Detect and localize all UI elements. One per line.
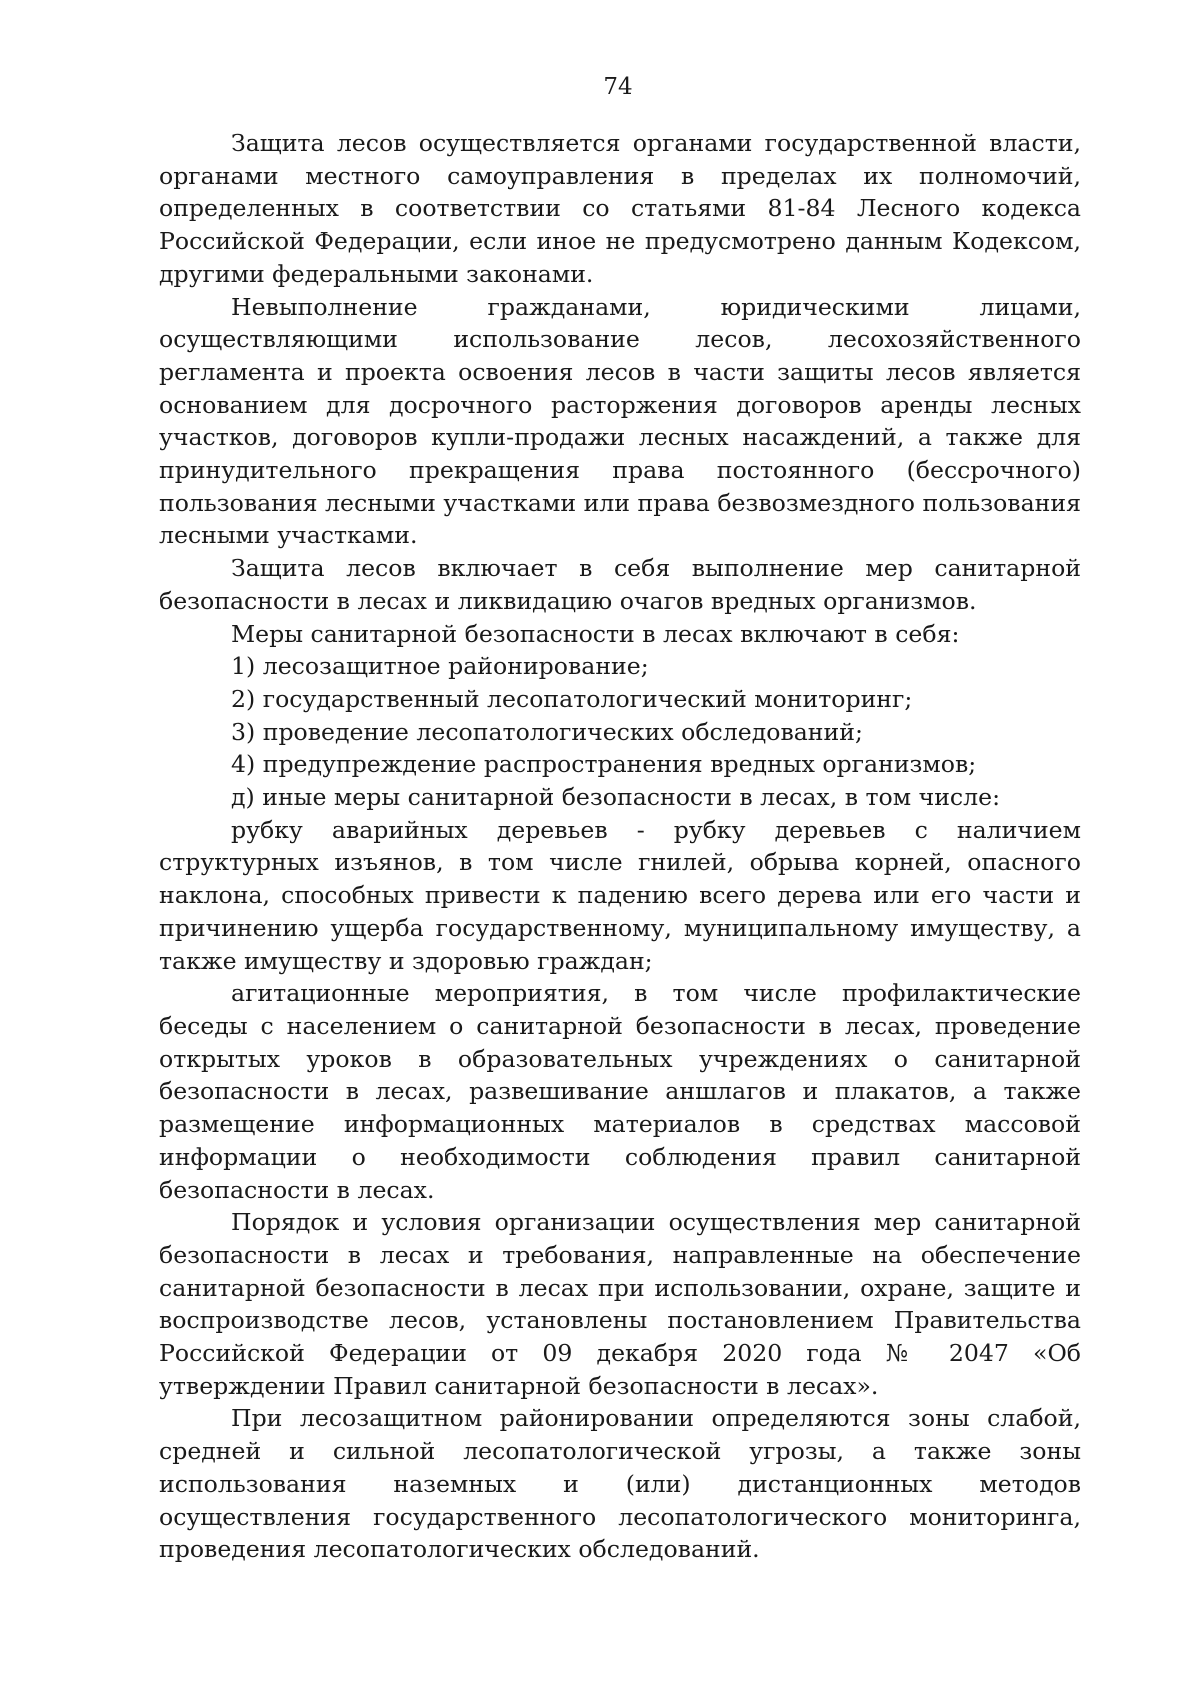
list-item-d: д) иные меры санитарной безопасности в лесах, в том числе: (231, 783, 1001, 812)
paragraph-zoning: При лесозащитном районировании определяются зоны слабой, средней и сильной лесопатологической угрозы, а также зоны использования наземных и (или) дистанционных методов осуществления государственного лесопатологического мониторинга, проведения лесопатологических обследований. (159, 1404, 1081, 1564)
paragraph-protection-includes: Защита лесов включает в себя выполнение мер санитарной безопасности в лесах и ликвидацию очагов вредных организмов. (159, 554, 1081, 615)
document-body (159, 127, 1081, 1566)
list-intro: Меры санитарной безопасности в лесах включают в себя: (231, 619, 960, 648)
paragraph-non-compliance: Невыполнение гражданами, юридическими лицами, осуществляющими использование лесов, лесохозяйственного регламента и проекта освоения лесов в части защиты лесов является основанием для досрочного расторжения договоров аренды лесных участков, договоров купли-продажи лесных насаждений, а также для принудительного прекращения права постоянного (бессрочного) пользования лесными участками или права безвозмездного пользования лесными участками. (159, 292, 1081, 550)
list-item-3: 3) проведение лесопатологических обследований; (231, 717, 863, 746)
list-item-1: 1) лесозащитное районирование; (231, 652, 649, 681)
paragraph-emergency-felling: рубку аварийных деревьев - рубку деревьев с наличием структурных изъянов, в том числе гнилей, обрыва корней, опасного наклона, способных привести к падению всего дерева или его части и причинению ущерба государственному, муниципальному имуществу, а также имуществу и здоровью граждан; (159, 815, 1081, 975)
paragraph-procedure-conditions: Порядок и условия организации осуществления мер санитарной безопасности в лесах и требования, направленные на обеспечение санитарной безопасности в лесах при использовании, охране, защите и воспроизводстве лесов, установлены постановлением Правительства Российской Федерации от 09 декабря 2020 года № 2047 «Об утверждении Правил санитарной безопасности в лесах». (159, 1208, 1081, 1400)
list-item-2: 2) государственный лесопатологический мониторинг; (231, 684, 913, 713)
paragraph-campaign-activities: агитационные мероприятия, в том числе профилактические беседы с населением о санитарной безопасности в лесах, проведение открытых уроков в образовательных учреждениях о санитарной безопасности в лесах, развешивание аншлагов и плакатов, а также размещение информационных материалов в средствах массовой информации о необходимости соблюдения правил санитарной безопасности в лесах. (159, 979, 1081, 1204)
list-item-4: 4) предупреждение распространения вредных организмов; (231, 750, 977, 779)
page-number: 74 (603, 74, 633, 100)
paragraph-forest-protection-authorities: Защита лесов осуществляется органами государственной власти, органами местного самоуправления в пределах их полномочий, определенных в соответствии со статьями 81-84 Лесного кодекса Российской Федерации, если иное не предусмотрено данным Кодексом, другими федеральными законами. (159, 129, 1081, 288)
